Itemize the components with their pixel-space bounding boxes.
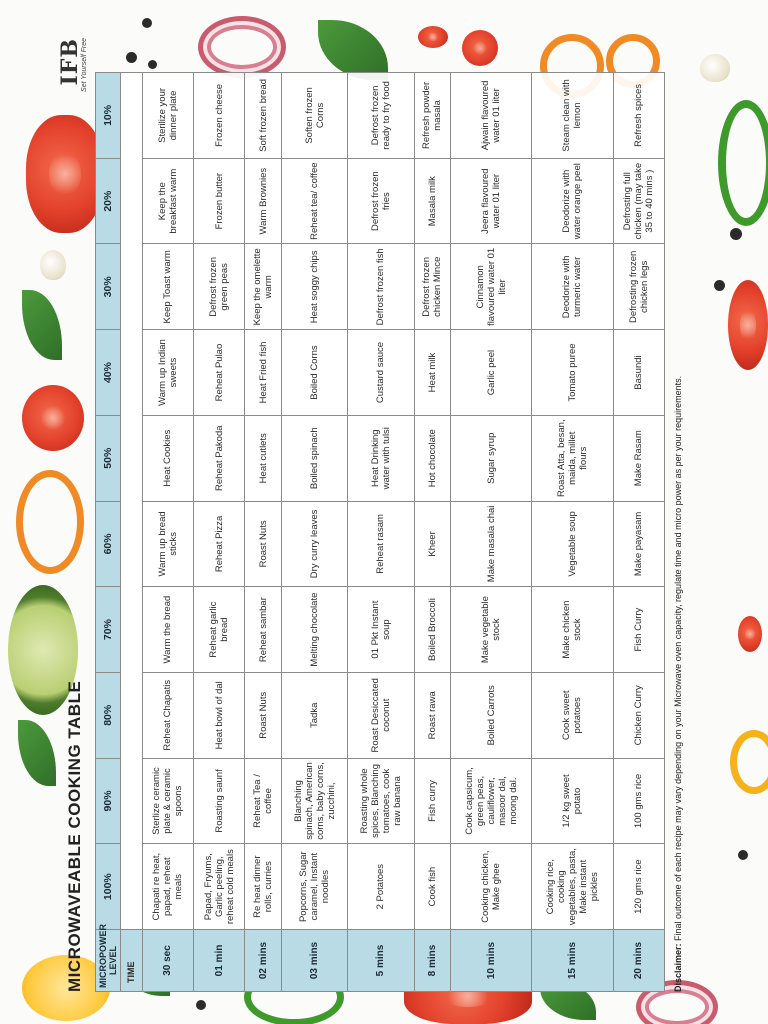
table-row <box>194 73 245 992</box>
recipe-cell: Cook sweet potatoes <box>532 672 613 758</box>
recipe-cell: Keep the omelette warm <box>245 244 282 330</box>
level-header: 10% <box>96 73 121 159</box>
recipe-cell: Reheat sambar <box>245 587 282 673</box>
recipe-cell: Heat Fried fish <box>245 330 282 416</box>
recipe-cell: Roasting saunf <box>194 758 245 844</box>
recipe-cell: Soften frozen Corns <box>282 73 348 159</box>
time-cell: 8 mins <box>414 930 451 992</box>
recipe-cell: Heat milk <box>414 330 451 416</box>
time-cell: 15 mins <box>532 930 613 992</box>
recipe-cell: Sugar syrup <box>451 415 532 501</box>
peppercorn-image <box>142 18 152 28</box>
recipe-cell: Roasting whole spices, Blanching tomatoes, cook raw banana <box>348 758 414 844</box>
recipe-cell: Boiled Carrots <box>451 672 532 758</box>
recipe-cell: Defrost frozen chicken Mince <box>414 244 451 330</box>
recipe-cell: Reheat Pakoda <box>194 415 245 501</box>
recipe-cell: Cook capsicum, green peas, cauliflower, masoor dal, moong dal. <box>451 758 532 844</box>
recipe-cell: Reheat garlic bread <box>194 587 245 673</box>
recipe-cell: 1/2 kg sweet potato <box>532 758 613 844</box>
recipe-cell: Warm the bread <box>142 587 193 673</box>
recipe-cell: Sterlize ceramic plate & ceramic spoons <box>142 758 193 844</box>
recipe-cell: Boiled spinach <box>282 415 348 501</box>
blank-cell <box>121 73 143 930</box>
recipe-cell: Make vegetable stock <box>451 587 532 673</box>
micropower-level-header: MICROPOWER LEVEL <box>96 930 121 992</box>
time-cell: 5 mins <box>348 930 414 992</box>
table-row <box>282 73 348 992</box>
recipe-cell: Frozen butter <box>194 158 245 244</box>
header-row <box>96 73 121 992</box>
level-header: 80% <box>96 672 121 758</box>
peppercorn-image <box>714 280 725 291</box>
recipe-cell: Cooking rice, cooking vegetables, pasta, Make instant pickles <box>532 844 613 930</box>
recipe-cell: Deodorize with water orange peel <box>532 158 613 244</box>
recipe-cell: Re heat dinner rolls, curries <box>245 844 282 930</box>
level-header: 30% <box>96 244 121 330</box>
table-row <box>414 73 451 992</box>
recipe-cell: Defrosting full chicken (may take 35 to 40 mins ) <box>613 158 664 244</box>
recipe-cell: Heat cutlets <box>245 415 282 501</box>
recipe-cell: Fish curry <box>414 758 451 844</box>
recipe-cell: Kheer <box>414 501 451 587</box>
recipe-cell: Chicken Curry <box>613 672 664 758</box>
peppercorn-image <box>196 1000 206 1010</box>
time-cell: 02 mins <box>245 930 282 992</box>
recipe-cell: Warm Brownies <box>245 158 282 244</box>
disclaimer-label: Disclaimer: <box>673 943 683 992</box>
recipe-cell: Deodorize with turmeric water <box>532 244 613 330</box>
recipe-cell: Reheat Chapatis <box>142 672 193 758</box>
time-header: TIME <box>121 930 143 992</box>
basil-leaf-image <box>22 290 62 360</box>
recipe-cell: Popcorns, Sugar caramel, Instant noodles <box>282 844 348 930</box>
recipe-cell: Melting chocolate <box>282 587 348 673</box>
recipe-cell: Keep the breakfast warm <box>142 158 193 244</box>
level-header: 50% <box>96 415 121 501</box>
brand-logo <box>59 38 88 92</box>
disclaimer-text: Final outcome of each recipe may vary depending on your Microwave oven capacity, regulate time and micro power as per your requirements. <box>673 375 683 941</box>
time-cell: 01 min <box>194 930 245 992</box>
recipe-cell: Roast Nuts <box>245 501 282 587</box>
recipe-cell: 100 gms rice <box>613 758 664 844</box>
recipe-cell: Reheat rasam <box>348 501 414 587</box>
recipe-cell: 120 gms rice <box>613 844 664 930</box>
recipe-cell: Blanching spinach, American corns, baby corns, zucchini, <box>282 758 348 844</box>
recipe-cell: Boiled Broccoli <box>414 587 451 673</box>
time-cell: 10 mins <box>451 930 532 992</box>
brand-name: IFB <box>57 38 83 86</box>
recipe-cell: Roast Atta, besan, maida, millet flours <box>532 415 613 501</box>
recipe-cell: Tomato puree <box>532 330 613 416</box>
recipe-cell: Make chicken stock <box>532 587 613 673</box>
recipe-cell: Defrost frozen green peas <box>194 244 245 330</box>
recipe-cell: Warm up bread sticks <box>142 501 193 587</box>
recipe-cell: Heat bowl of dal <box>194 672 245 758</box>
recipe-cell: Reheat tea/ coffee <box>282 158 348 244</box>
basil-leaf-image <box>18 720 56 786</box>
table-row <box>532 73 613 992</box>
recipe-cell: Steam clean with lemon <box>532 73 613 159</box>
recipe-cell: Defrost frozen fries <box>348 158 414 244</box>
recipe-cell: Jeera flavoured water 01 liter <box>451 158 532 244</box>
recipe-cell: Ajwain flavoured water 01 liter <box>451 73 532 159</box>
level-header: 100% <box>96 844 121 930</box>
recipe-cell: Reheat Tea / coffee <box>245 758 282 844</box>
cooking-table <box>95 72 665 992</box>
recipe-cell: Cooking chicken, Make ghee <box>451 844 532 930</box>
recipe-cell: Chapati re heat, papad, reheat meals <box>142 844 193 930</box>
recipe-cell: Roast Nuts <box>245 672 282 758</box>
level-header: 70% <box>96 587 121 673</box>
table-row <box>613 73 664 992</box>
table-row <box>451 73 532 992</box>
time-cell: 03 mins <box>282 930 348 992</box>
recipe-cell: Heat soggy chips <box>282 244 348 330</box>
recipe-cell: Tadka <box>282 672 348 758</box>
pepper-ring-image <box>730 730 768 794</box>
recipe-cell: 01 Pkt Instant soup <box>348 587 414 673</box>
brand-tagline: Set Yourself Free <box>81 38 88 92</box>
table-row <box>348 73 414 992</box>
table-row <box>245 73 282 992</box>
cherry-tomato-image <box>738 616 762 652</box>
recipe-cell: Defrosting frozen chicken legs <box>613 244 664 330</box>
level-header: 20% <box>96 158 121 244</box>
pepper-ring-image <box>718 100 768 226</box>
recipe-cell: Make masala chai <box>451 501 532 587</box>
peppercorn-image <box>730 228 742 240</box>
recipe-cell: Vegetable soup <box>532 501 613 587</box>
level-header: 90% <box>96 758 121 844</box>
tomato-slice-image <box>728 280 768 370</box>
recipe-cell: Masala milk <box>414 158 451 244</box>
level-header: 40% <box>96 330 121 416</box>
recipe-cell: Refresh spices <box>613 73 664 159</box>
recipe-cell: Dry curry leaves <box>282 501 348 587</box>
table-body <box>121 73 665 992</box>
time-cell: 30 sec <box>142 930 193 992</box>
recipe-cell: Hot chocolate <box>414 415 451 501</box>
level-header: 60% <box>96 501 121 587</box>
disclaimer <box>673 92 683 992</box>
recipe-cell: Roast Desiccated coconut <box>348 672 414 758</box>
recipe-cell: Keep Toast warm <box>142 244 193 330</box>
recipe-cell: Refresh powder masala <box>414 73 451 159</box>
recipe-cell: Cinnamon flavoured water 01 liter <box>451 244 532 330</box>
recipe-cell: Cook fish <box>414 844 451 930</box>
peppercorn-image <box>738 850 748 860</box>
recipe-cell: Defrost frozen fish <box>348 244 414 330</box>
recipe-cell: Roast rawa <box>414 672 451 758</box>
recipe-cell: Reheat Pizza <box>194 501 245 587</box>
cooking-table-sheet <box>59 32 709 992</box>
table-row <box>142 73 193 992</box>
recipe-cell: Soft frozen bread <box>245 73 282 159</box>
recipe-cell: Make payasam <box>613 501 664 587</box>
recipe-cell: Boiled Corns <box>282 330 348 416</box>
recipe-cell: Heat Cookies <box>142 415 193 501</box>
recipe-cell: Make Rasam <box>613 415 664 501</box>
recipe-cell: Frozen cheese <box>194 73 245 159</box>
recipe-cell: 2 Potatoes <box>348 844 414 930</box>
recipe-cell: Papad, Fryums, Garlic peeling, reheat cold meals <box>194 844 245 930</box>
recipe-cell: Garlic peel <box>451 330 532 416</box>
recipe-cell: Reheat Pulao <box>194 330 245 416</box>
recipe-cell: Warm up Indian sweets <box>142 330 193 416</box>
time-label-row <box>121 73 143 992</box>
recipe-cell: Sterilize your dinner plate <box>142 73 193 159</box>
recipe-cell: Heat Drinking water with tulsi <box>348 415 414 501</box>
page-title: MICROWAVEABLE COOKING TABLE <box>65 680 84 992</box>
recipe-cell: Custard sauce <box>348 330 414 416</box>
time-cell: 20 mins <box>613 930 664 992</box>
recipe-cell: Defrost frozen ready to fry food <box>348 73 414 159</box>
recipe-cell: Basundi <box>613 330 664 416</box>
recipe-cell: Fish Curry <box>613 587 664 673</box>
